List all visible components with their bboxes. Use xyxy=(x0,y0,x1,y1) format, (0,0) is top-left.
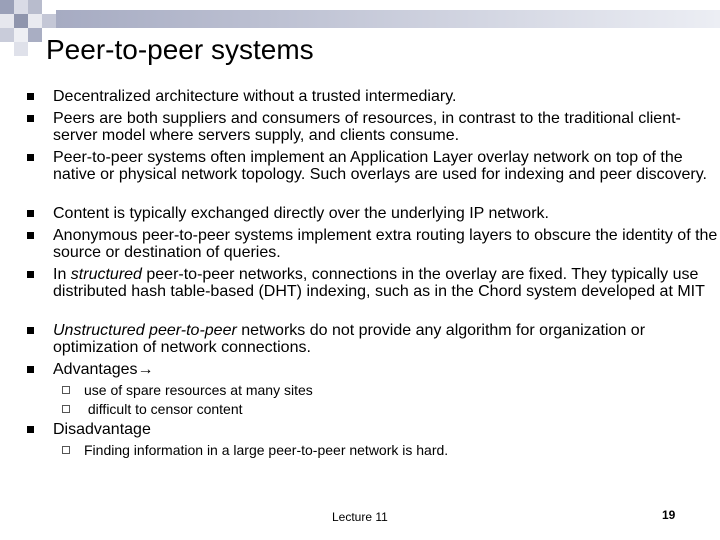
bullet-text xyxy=(53,88,718,105)
hollow-square-bullet-icon xyxy=(62,446,70,454)
square-bullet-icon xyxy=(27,115,34,122)
square-bullet-icon xyxy=(27,327,34,334)
page-number: 19 xyxy=(662,508,676,522)
text-run: Peers are both suppliers and consumers of resources, in contrast to the traditional client-server model where servers supply, and clients consume. xyxy=(53,110,681,144)
hollow-square-bullet-icon xyxy=(62,386,70,394)
bullet-text xyxy=(53,110,718,144)
sub-bullet-text: use of spare resources at many sites xyxy=(84,382,313,398)
text-run: Peer-to-peer systems often implement an Application Layer overlay network on top of the native or physical network topology. Such overlays are used for indexing and peer discovery. xyxy=(53,149,707,183)
bullet-text xyxy=(53,266,718,300)
text-run: Disadvantage xyxy=(53,421,151,438)
hollow-square-bullet-icon xyxy=(62,405,70,413)
sub-bullet-text: difficult to censor content xyxy=(84,401,243,417)
square-bullet-icon xyxy=(27,210,34,217)
italic-text: Unstructured peer-to-peer xyxy=(53,322,237,339)
sub-bullet-text: Finding information in a large peer-to-peer network is hard. xyxy=(84,442,449,458)
square-bullet-icon xyxy=(27,366,34,373)
bullet-text xyxy=(53,149,718,183)
bullet-text xyxy=(53,421,718,438)
text-run: Content is typically exchanged directly over the underlying IP network. xyxy=(53,205,549,222)
text-run: Advantages xyxy=(53,361,138,378)
italic-text: structured xyxy=(70,266,142,283)
text-run: peer-to-peer networks, connections in the overlay are fixed. They typically use distributed hash table-based (DHT) indexing, such as in the Chord system developed at MIT xyxy=(53,266,705,300)
bullet-text xyxy=(53,322,718,356)
bullet-text xyxy=(53,227,718,261)
bullet-text xyxy=(53,205,718,222)
text-run: networks do not provide any algorithm for organization or optimization of network connections. xyxy=(53,322,646,356)
bullet-text xyxy=(53,361,718,378)
text-run: Anonymous peer-to-peer systems implement extra routing layers to obscure the identity of the source or destination of queries. xyxy=(53,227,718,261)
text-run: → xyxy=(137,361,154,378)
slide-title: Peer-to-peer systems xyxy=(46,34,314,65)
text-run: Decentralized architecture without a trusted intermediary. xyxy=(53,88,457,105)
square-bullet-icon xyxy=(27,232,34,239)
slide-footer: Lecture 11 xyxy=(332,510,388,524)
square-bullet-icon xyxy=(27,271,34,278)
square-bullet-icon xyxy=(27,426,34,433)
square-bullet-icon xyxy=(27,93,34,100)
square-bullet-icon xyxy=(27,154,34,161)
text-run: In xyxy=(53,266,71,283)
